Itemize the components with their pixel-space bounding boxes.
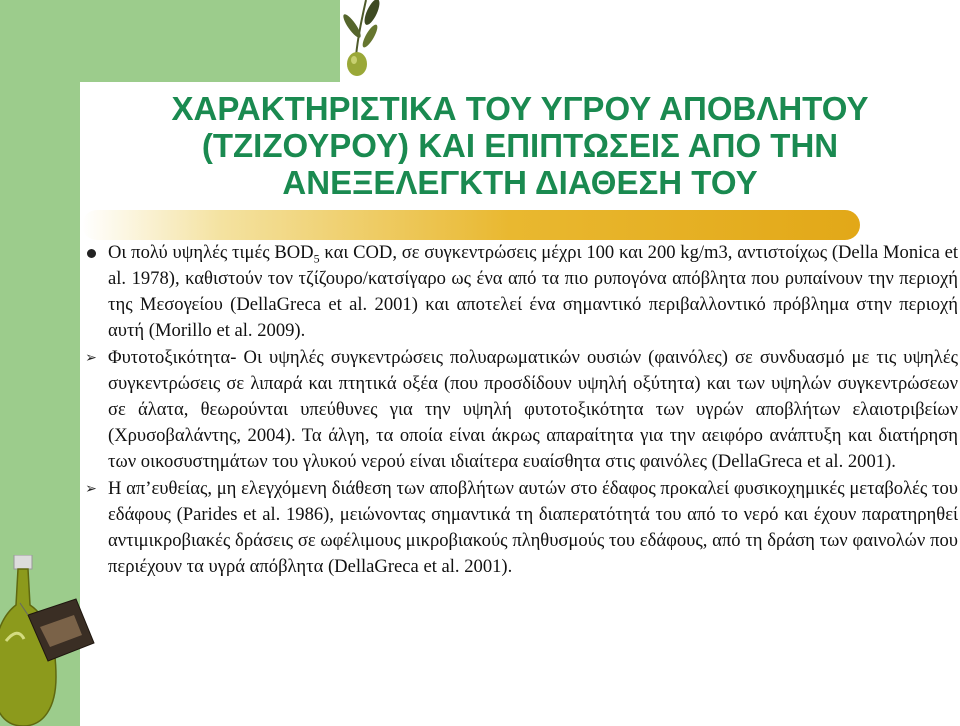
round-bullet-icon	[78, 240, 104, 266]
title-accent-bar	[82, 210, 860, 240]
bullet-item-2	[78, 345, 958, 475]
bod-subscript: 5	[313, 251, 320, 266]
green-top-band	[0, 0, 340, 82]
title-line-2: (ΤΖΙΖΟΥΡΟΥ) ΚΑΙ ΕΠΙΠΤΩΣΕΙΣ ΑΠΟ ΤΗΝ	[201, 127, 839, 164]
olive-branch-icon	[336, 0, 386, 78]
title-line-1: ΧΑΡΑΚΤΗΡΙΣΤΙΚΑ ΤΟΥ ΥΓΡΟΥ ΑΠΟΒΛΗΤΟΥ	[171, 90, 869, 127]
slide-body	[78, 240, 958, 581]
bullet-1-part-b: και COD, σε συγκεντρώσεις μέχρι 100 και 200 kg/m3, αντιστοίχως (Della Monica et al. 1978), καθιστούν τον τζίζουρο/κατσίγαρο ως ένα από τα πιο ρυπογόνα απόβλητα που ρυπαίνουν την περιοχή της Μεσογείου (DellaGreca et al. 2001) και αποτελεί ένα σημαντικό περιβαλλοντικό πρόβλημα στην περιοχή αυτή (Morillo et al. 2009).	[108, 242, 958, 341]
bullet-text-3: Η απ’ευθείας, μη ελεγχόμενη διάθεση των αποβλήτων αυτών στο έδαφος προκαλεί φυσικοχημικές μεταβολές του εδάφους (Parides et al. 1986), μειώνοντας σημαντικά τη διαπερατότητά του από το νερό και έχουν παρατηρηθεί αντιμικροβιακές δράσεις σε ωφέλιμους μικροβιακούς πληθυσμούς του εδάφους, από τη δράση των φαινολών που περιέχουν τα υγρά απόβλητα (DellaGreca et al. 2001).	[108, 478, 958, 577]
bullet-text-2: Φυτοτοξικότητα- Οι υψηλές συγκεντρώσεις πολυαρωματικών ουσιών (φαινόλες) σε συνδυασμό με τις υψηλές συγκεντρώσεις σε λιπαρά και πτητικά οξέα (που προσδίδουν υψηλή οξύτητα) και των υψηλών συγκεντρώσεων σε άλατα, θεωρούνται υπεύθυνες για την υψηλή φυτοτοξικότητα των υγρών αποβλήτων ελαιοτριβείων (Χρυσοβαλάντης, 2004). Τα άλγη, τα οποία είναι άκρως απαραίτητα για την αειφόρο ανάπτυξη και διατήρηση των οικοσυστημάτων του γλυκού νερού είναι ιδιαίτερα ευαίσθητα στις φαινόλες (DellaGreca et al. 2001).	[108, 347, 958, 472]
bullet-1-part-a: Οι πολύ υψηλές τιμές BOD	[108, 242, 314, 263]
slide-title	[100, 90, 940, 201]
arrow-bullet-icon: ➢	[85, 481, 97, 497]
bullet-item-3	[78, 476, 958, 580]
bullet-text-1	[108, 240, 958, 344]
bullet-item-1	[78, 240, 958, 344]
title-line-3: ΑΝΕΞΕΛΕΓΚΤΗ ΔΙΑΘΕΣΗ ΤΟΥ	[282, 164, 758, 201]
arrow-bullet-icon: ➢	[85, 350, 97, 366]
white-top-area	[340, 0, 960, 82]
